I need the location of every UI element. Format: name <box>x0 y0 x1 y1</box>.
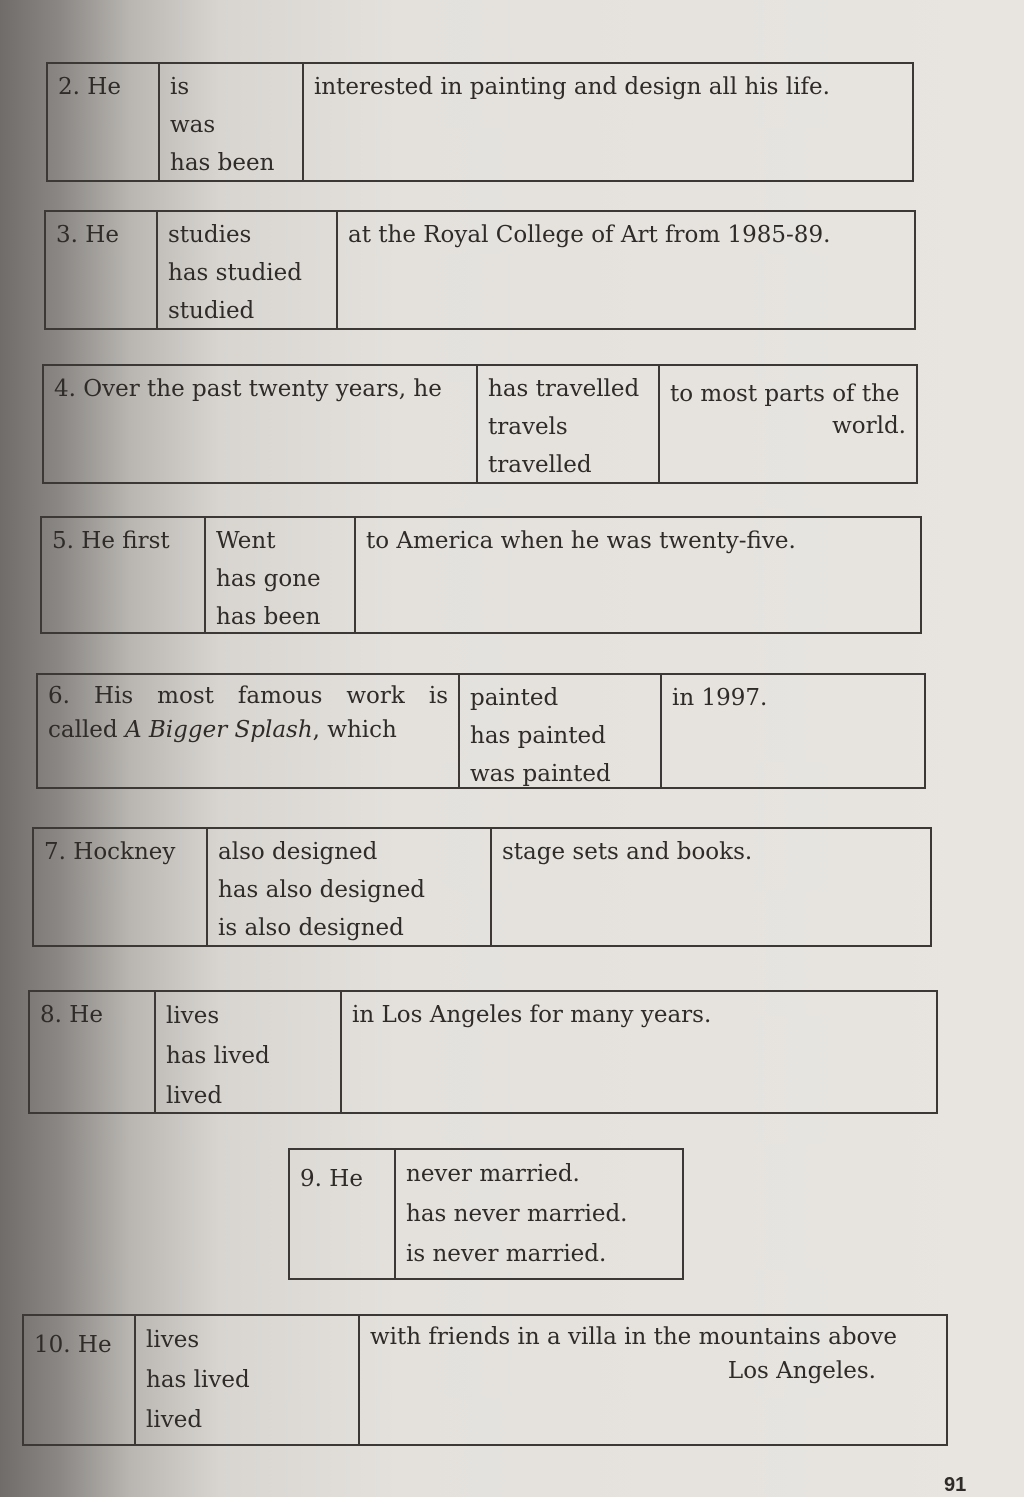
options-cell <box>208 829 492 945</box>
page-number: 91 <box>944 1474 967 1496</box>
exercise-4 <box>42 364 918 484</box>
sentence-rest: world. <box>832 413 906 439</box>
option[interactable]: travelled <box>488 452 592 478</box>
option[interactable]: is also designed <box>218 915 404 941</box>
subject: 3. He <box>56 222 119 248</box>
subject-cell <box>42 518 206 632</box>
subject-cell <box>46 212 158 328</box>
sentence-rest: stage sets and books. <box>502 839 753 865</box>
options-cell <box>206 518 356 632</box>
sentence-rest: to America when he was twenty-five. <box>366 528 796 554</box>
option[interactable]: never married. <box>406 1161 580 1187</box>
subject-cell <box>38 675 460 787</box>
option[interactable]: lives <box>146 1327 200 1353</box>
option[interactable]: is <box>170 74 190 100</box>
options-cell <box>156 992 342 1112</box>
sentence-rest: interested in painting and design all his life. <box>314 74 830 100</box>
option[interactable]: studied <box>168 298 255 324</box>
exercise-3 <box>44 210 916 330</box>
exercise-5 <box>40 516 922 634</box>
artwork-title: A Bigger Splash <box>124 717 313 743</box>
rest-cell <box>356 518 920 632</box>
sentence-rest: in 1997. <box>672 685 768 711</box>
subject-cell <box>24 1316 136 1444</box>
exercise-2 <box>46 62 914 182</box>
option[interactable]: lives <box>166 1003 220 1029</box>
option[interactable]: has been <box>170 150 275 176</box>
option[interactable]: also designed <box>218 839 378 865</box>
sentence-rest: at the Royal College of Art from 1985-89. <box>348 222 831 248</box>
option[interactable]: studies <box>168 222 252 248</box>
option[interactable]: Went <box>216 528 276 554</box>
subject-cell <box>44 366 478 482</box>
sentence-rest: with friends in a villa in the mountains above <box>370 1324 897 1350</box>
rest-cell <box>342 992 936 1112</box>
sentence-rest: in Los Angeles for many years. <box>352 1002 712 1028</box>
options-cell <box>160 64 304 180</box>
subject: 9. He <box>300 1166 363 1192</box>
option[interactable]: has also designed <box>218 877 426 903</box>
options-cell <box>478 366 660 482</box>
subject-cell <box>30 992 156 1112</box>
option[interactable]: has never married. <box>406 1201 628 1227</box>
options-cell <box>460 675 662 787</box>
exercise-7 <box>32 827 932 947</box>
option[interactable]: lived <box>166 1083 223 1109</box>
subject-cell <box>290 1150 396 1278</box>
option[interactable]: has been <box>216 604 321 630</box>
sentence-rest: Los Angeles. <box>727 1358 876 1384</box>
option[interactable]: has studied <box>168 260 302 286</box>
option[interactable]: painted <box>470 685 559 711</box>
option[interactable]: was painted <box>470 761 611 787</box>
rest-cell <box>304 64 912 180</box>
subject-part: called <box>48 717 125 743</box>
option[interactable]: has travelled <box>488 376 640 402</box>
options-cell <box>158 212 338 328</box>
exercise-8 <box>28 990 938 1114</box>
subject: 7. Hockney <box>44 839 176 865</box>
option[interactable]: was <box>170 112 216 138</box>
option[interactable]: is never married. <box>406 1241 607 1267</box>
subject-part: , which <box>312 717 397 743</box>
rest-cell <box>360 1316 946 1444</box>
option[interactable]: has painted <box>470 723 606 749</box>
options-cell <box>136 1316 360 1444</box>
subject: 8. He <box>40 1002 103 1028</box>
rest-cell <box>660 366 916 482</box>
exercise-6 <box>36 673 926 789</box>
rest-cell <box>338 212 914 328</box>
exercise-9 <box>288 1148 684 1280</box>
subject <box>48 713 448 747</box>
subject: 6. His most famous work is <box>48 683 448 709</box>
subject: 2. He <box>58 74 121 100</box>
subject: 5. He first <box>52 528 170 554</box>
options-cell <box>396 1150 682 1278</box>
subject: 10. He <box>34 1332 112 1358</box>
option[interactable]: has lived <box>166 1043 270 1069</box>
option[interactable]: has gone <box>216 566 321 592</box>
option[interactable]: travels <box>488 414 568 440</box>
exercise-10 <box>22 1314 948 1446</box>
sentence-rest: to most parts of the <box>670 381 900 407</box>
option[interactable]: has lived <box>146 1367 250 1393</box>
rest-cell <box>492 829 930 945</box>
option[interactable]: lived <box>146 1407 203 1433</box>
subject: 4. Over the past twenty years, he <box>54 376 442 402</box>
subject-cell <box>34 829 208 945</box>
subject-cell <box>48 64 160 180</box>
rest-cell <box>662 675 924 787</box>
